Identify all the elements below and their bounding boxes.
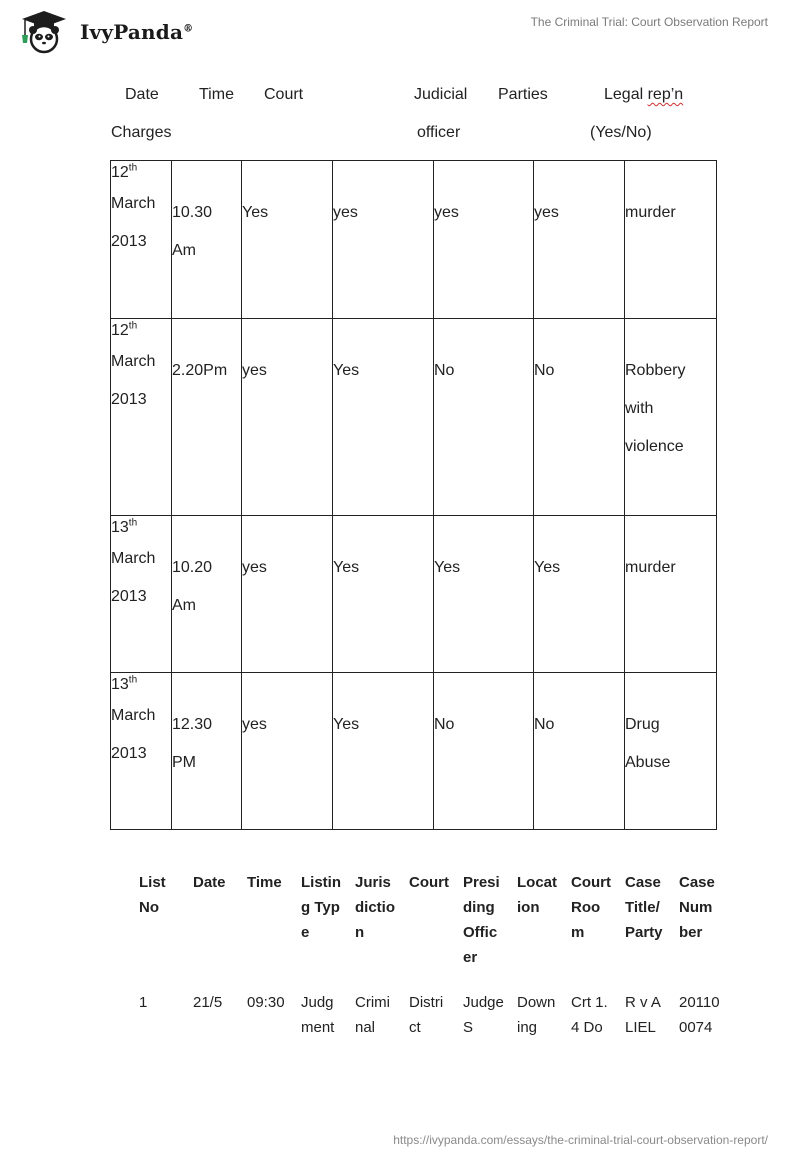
- date-month: March: [111, 195, 156, 212]
- cell-time-line: 10.20: [172, 559, 213, 576]
- date-day: 12: [111, 164, 129, 181]
- cell-time-line: Am: [172, 597, 196, 614]
- date-year: 2013: [111, 745, 147, 762]
- cell-legal-line: Yes: [534, 559, 561, 576]
- header-charges: Charges: [111, 124, 172, 141]
- cell-time: [172, 319, 242, 516]
- header-date: Date: [125, 86, 159, 103]
- cell-charges: [625, 516, 717, 673]
- observation-row: [111, 161, 717, 319]
- cell-parties: [434, 516, 534, 673]
- cell-court: [242, 319, 333, 516]
- cell-date: [111, 161, 172, 319]
- cell-charges-line: violence: [625, 438, 684, 455]
- header-judicial: Judicial: [414, 86, 468, 103]
- listing-cell: Criminal: [355, 994, 390, 1036]
- listing-header-cell: Court: [409, 874, 449, 891]
- observation-row: [111, 673, 717, 830]
- cell-court: [242, 673, 333, 830]
- cell-date-day: [111, 516, 171, 540]
- date-suffix: th: [128, 162, 138, 174]
- cell-date: [111, 319, 172, 516]
- cell-legal: [534, 319, 625, 516]
- listing-header-cell: Case Title/Party: [625, 874, 663, 941]
- cell-judicial-line: Yes: [333, 559, 360, 576]
- cell-legal-line: yes: [534, 204, 559, 221]
- listing-header-cell: Case Number: [679, 874, 715, 941]
- listing-cell: 201100074: [679, 994, 720, 1036]
- date-suffix: th: [128, 674, 138, 686]
- cell-time: [172, 516, 242, 673]
- cell-parties-line: yes: [434, 204, 459, 221]
- observation-row: [111, 319, 717, 516]
- listing-cell: 1: [139, 994, 148, 1011]
- date-suffix: th: [128, 320, 138, 332]
- cell-court: [242, 161, 333, 319]
- cell-judicial: [333, 319, 434, 516]
- cell-judicial: [333, 516, 434, 673]
- cell-legal: [534, 516, 625, 673]
- cell-time: [172, 161, 242, 319]
- listing-cell: Downing: [517, 994, 556, 1036]
- cell-charges: [625, 319, 717, 516]
- listing-cell: R v ALIEL: [625, 994, 661, 1036]
- header-judicial-officer: officer: [417, 124, 461, 141]
- cell-charges: [625, 161, 717, 319]
- brand-name[interactable]: IvyPanda®: [80, 20, 194, 44]
- header-legal-rep: [604, 86, 683, 104]
- listing-header-cell: Court Room: [571, 874, 611, 941]
- observation-table: [110, 160, 717, 830]
- cell-date: [111, 673, 172, 830]
- cell-judicial: [333, 673, 434, 830]
- cell-parties-line: Yes: [434, 559, 461, 576]
- footer-url-link[interactable]: https://ivypanda.com/essays/the-criminal-trial-court-observation-report/: [393, 1133, 768, 1147]
- cell-court-line: yes: [242, 362, 267, 379]
- cell-date-day: [111, 161, 171, 185]
- date-month: March: [111, 550, 156, 567]
- listing-header-cell: Location: [517, 874, 558, 916]
- document-title: The Criminal Trial: Court Observation Report: [530, 15, 768, 29]
- header-legal-rep-text: [604, 86, 683, 103]
- cell-judicial: [333, 161, 434, 319]
- header-court: Court: [264, 86, 304, 103]
- cell-charges-line: Drug: [625, 716, 660, 733]
- cell-charges-line: murder: [625, 559, 676, 576]
- cell-judicial-line: Yes: [333, 362, 360, 379]
- listing-cell: District: [409, 994, 444, 1036]
- listing-row: [130, 990, 724, 1040]
- cell-court-line: yes: [242, 716, 267, 733]
- date-day: 12: [111, 322, 129, 339]
- date-day: 13: [111, 519, 129, 536]
- cell-parties-line: No: [434, 362, 455, 379]
- panda-logo-icon[interactable]: [14, 9, 74, 55]
- cell-charges: [625, 673, 717, 830]
- cell-time: [172, 673, 242, 830]
- listing-table: [130, 866, 724, 1040]
- cell-date: [111, 516, 172, 673]
- cell-court-line: yes: [242, 559, 267, 576]
- listing-cell: 21/5: [193, 994, 223, 1011]
- date-year: 2013: [111, 588, 147, 605]
- listing-header-cell: Jurisdiction: [355, 874, 395, 941]
- cell-legal-line: No: [534, 362, 555, 379]
- cell-time-line: PM: [172, 754, 196, 771]
- listing-cell: Judge S: [463, 994, 504, 1036]
- cell-time-line: Am: [172, 242, 196, 259]
- date-suffix: th: [128, 517, 138, 529]
- listing-header-row: [130, 866, 724, 970]
- listing-header-cell: List No: [139, 874, 166, 916]
- page-header: [0, 0, 800, 60]
- legal-rep-word-spellcheck: rep’n: [647, 86, 684, 103]
- cell-time-line: 10.30: [172, 204, 213, 221]
- cell-parties-line: No: [434, 716, 455, 733]
- listing-cell: 09:30: [247, 994, 285, 1011]
- cell-charges-line: with: [625, 400, 654, 417]
- listing-cell: Crt 1.4 Do: [571, 994, 608, 1036]
- legal-word: Legal: [604, 86, 648, 103]
- cell-date-day: [111, 319, 171, 343]
- listing-header-cell: Time: [247, 874, 282, 891]
- listing-spacer-row: [130, 970, 724, 990]
- cell-date-day: [111, 673, 171, 697]
- cell-legal: [534, 673, 625, 830]
- header-legal-yes-no: (Yes/No): [590, 124, 652, 141]
- cell-judicial-line: yes: [333, 204, 358, 221]
- observation-table-body: [111, 161, 717, 830]
- cell-charges-line: murder: [625, 204, 676, 221]
- date-month: March: [111, 707, 156, 724]
- observation-row: [111, 516, 717, 673]
- cell-charges-line: Abuse: [625, 754, 671, 771]
- cell-charges-line: Robbery: [625, 362, 686, 379]
- cell-parties: [434, 673, 534, 830]
- cell-court: [242, 516, 333, 673]
- cell-parties: [434, 319, 534, 516]
- cell-time-line: 2.20Pm: [172, 362, 228, 379]
- header-time: Time: [199, 86, 234, 103]
- cell-legal: [534, 161, 625, 319]
- cell-court-line: Yes: [242, 204, 269, 221]
- date-year: 2013: [111, 233, 147, 250]
- listing-header-cell: Presiding Officer: [463, 874, 500, 966]
- listing-header-cell: Listing Type: [301, 874, 341, 941]
- listing-cell: Judgment: [301, 994, 335, 1036]
- listing-header-cell: Date: [193, 874, 226, 891]
- cell-time-line: 12.30: [172, 716, 213, 733]
- cell-parties: [434, 161, 534, 319]
- date-day: 13: [111, 676, 129, 693]
- cell-judicial-line: Yes: [333, 716, 360, 733]
- date-month: March: [111, 353, 156, 370]
- cell-legal-line: No: [534, 716, 555, 733]
- header-parties: Parties: [498, 86, 548, 103]
- date-year: 2013: [111, 391, 147, 408]
